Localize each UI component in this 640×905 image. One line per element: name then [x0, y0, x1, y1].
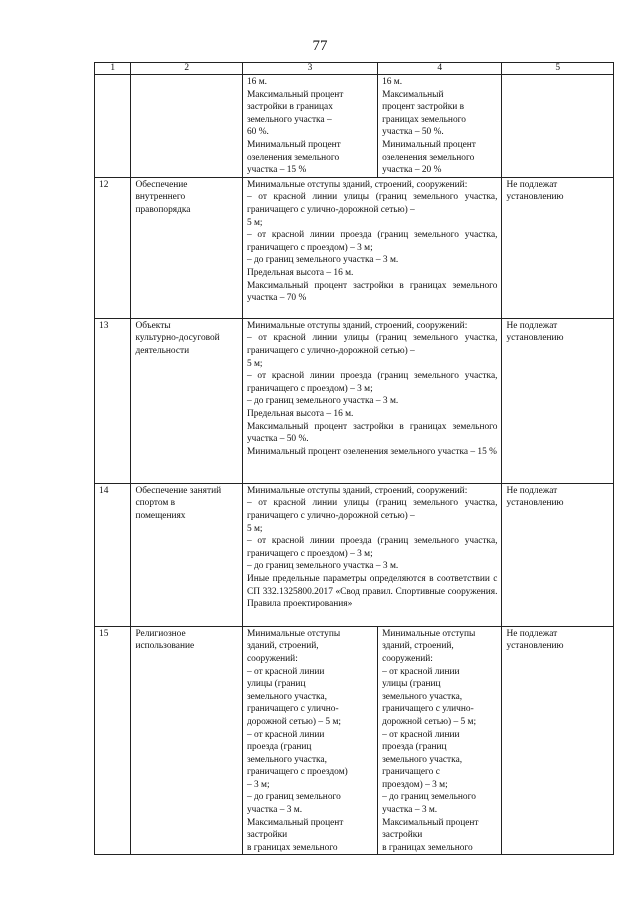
- text-line: Объекты: [135, 320, 171, 331]
- header-cell: 4: [378, 63, 502, 75]
- row-number: 14: [95, 483, 131, 626]
- text-line: Предельная высота – 16 м.: [246, 267, 354, 278]
- header-cell: 2: [131, 63, 243, 75]
- text-line: Религиозное: [135, 628, 186, 639]
- text-line: Не подлежат: [506, 485, 558, 496]
- text-line: Обеспечение: [135, 179, 188, 190]
- text-line: правопорядка: [135, 204, 191, 215]
- text-line: – от красной линии: [382, 729, 460, 740]
- text-line: – до границ земельного: [246, 792, 341, 803]
- text-line: Минимальный процент озеленения земельного участка – 15 %: [246, 446, 497, 457]
- text-line: – до границ земельного участка – 3 м.: [246, 255, 399, 266]
- table-row: [95, 483, 614, 626]
- parameters-cell-col3: [242, 626, 377, 855]
- text-line: земельного участка –: [246, 114, 332, 125]
- land-use-name-cell: [131, 177, 243, 318]
- parameters-cell-col4: [378, 75, 502, 178]
- text-line: 5 м;: [246, 358, 263, 369]
- text-line: в границах земельного: [246, 842, 338, 853]
- text-line: сооружений:: [382, 653, 433, 664]
- text-line: Обеспечение занятий: [135, 485, 222, 496]
- parameters-cell: [242, 177, 501, 318]
- text-line: Предельная высота – 16 м.: [246, 408, 354, 419]
- text-line: застройки в границах: [246, 102, 333, 113]
- text-line: – от красной линии улицы (границ земельного участка, граничащего с улично-дорожной сетью) –: [246, 498, 498, 521]
- text-line: участка – 50 %.: [382, 127, 444, 138]
- text-line: – от красной линии: [382, 666, 460, 677]
- text-line: 16 м.: [246, 77, 267, 87]
- parameters-cell-col3: [242, 75, 377, 178]
- text-line: Максимальный: [382, 89, 444, 100]
- text-line: Минимальные отступы зданий, строений, сооружений:: [246, 179, 468, 190]
- text-line: зданий, строений,: [382, 641, 454, 652]
- text-line: границах земельного: [382, 114, 466, 125]
- table-row: [95, 75, 614, 178]
- text-line: улицы (границ: [382, 679, 441, 690]
- text-line: граничащего с улично-: [246, 704, 339, 715]
- text-line: спортом в: [135, 498, 176, 509]
- notes-cell: [502, 318, 614, 483]
- text-line: участка – 15 %: [246, 165, 307, 176]
- text-line: Минимальные отступы зданий, строений, сооружений:: [246, 320, 468, 331]
- text-line: земельного участка,: [382, 754, 463, 765]
- text-line: зданий, строений,: [246, 641, 319, 652]
- table-row: [95, 626, 614, 855]
- text-line: помещениях: [135, 510, 186, 521]
- text-line: Максимальный процент застройки в границах земельного участка – 50 %.: [246, 421, 498, 445]
- table-header-row: [95, 63, 614, 75]
- text-line: граничащего с: [382, 767, 440, 778]
- header-cell: 3: [242, 63, 377, 75]
- text-line: участка – 3 м.: [246, 805, 303, 816]
- text-line: земельного участка,: [382, 691, 463, 702]
- text-line: – от красной линии проезда (границ земельного участка, граничащего с проездом) – 3 м;: [246, 230, 498, 253]
- text-line: 60 %.: [246, 127, 269, 138]
- text-line: озеленения земельного: [382, 152, 475, 163]
- text-line: – от красной линии: [246, 729, 325, 740]
- land-use-name-cell: [131, 318, 243, 483]
- text-line: участка – 3 м.: [382, 805, 438, 816]
- text-line: сооружений:: [246, 653, 298, 664]
- text-line: 5 м;: [246, 217, 263, 228]
- text-line: Минимальные отступы: [382, 628, 476, 639]
- text-line: Иные предельные параметры определяются в соответствии с СП 332.1325800.2017 «Свод правил. Спортивные сооружения. Правила проектирования»: [246, 573, 498, 610]
- text-line: – до границ земельного участка – 3 м.: [246, 396, 399, 407]
- text-line: Не подлежат: [506, 628, 558, 639]
- text-line: – от красной линии улицы (границ земельного участка, граничащего с улично-дорожной сетью) –: [246, 192, 498, 215]
- text-line: деятельности: [135, 345, 190, 356]
- notes-cell: [502, 483, 614, 626]
- row-number: 13: [95, 318, 131, 483]
- text-line: 5 м;: [246, 523, 263, 534]
- text-line: – от красной линии проезда (границ земельного участка, граничащего с проездом) – 3 м;: [246, 371, 498, 394]
- text-line: установлению: [506, 333, 564, 344]
- land-use-name-cell: [131, 626, 243, 855]
- text-line: – от красной линии: [246, 666, 325, 677]
- text-line: – от красной линии проезда (границ земельного участка, граничащего с проездом) – 3 м;: [246, 536, 498, 559]
- text-line: Максимальный процент: [246, 89, 344, 100]
- text-line: озеленения земельного: [246, 152, 340, 163]
- text-line: участка – 20 %: [382, 165, 442, 176]
- text-line: 16 м.: [382, 77, 403, 87]
- text-line: земельного участка,: [246, 691, 327, 702]
- text-line: – от красной линии улицы (границ земельного участка, граничащего с улично-дорожной сетью) –: [246, 333, 498, 356]
- text-line: проездом) – 3 м;: [382, 779, 448, 790]
- table-row: [95, 177, 614, 318]
- text-line: процент застройки в: [382, 102, 465, 113]
- text-line: установлению: [506, 498, 564, 509]
- text-line: земельного участка,: [246, 754, 327, 765]
- text-line: в границах земельного: [382, 842, 473, 853]
- text-line: Минимальные отступы: [246, 628, 341, 639]
- row-number: [95, 75, 131, 178]
- header-cell: 5: [502, 63, 614, 75]
- text-line: Максимальный процент: [246, 817, 344, 828]
- text-line: – 3 м;: [246, 779, 270, 790]
- text-line: Минимальный процент: [382, 139, 476, 150]
- text-line: Минимальные отступы зданий, строений, сооружений:: [246, 485, 468, 496]
- notes-cell: [502, 626, 614, 855]
- text-line: проезда (границ: [246, 742, 312, 753]
- text-line: застройки: [382, 830, 423, 841]
- land-use-name-cell: [131, 75, 243, 178]
- text-line: – до границ земельного участка – 3 м.: [246, 561, 399, 572]
- text-line: культурно-досуговой: [135, 333, 220, 344]
- land-use-name-cell: [131, 483, 243, 626]
- text-line: застройки: [246, 830, 288, 841]
- text-line: дорожной сетью) – 5 м;: [246, 716, 341, 727]
- text-line: использование: [135, 641, 195, 652]
- text-line: граничащего с проездом): [246, 767, 348, 778]
- text-line: внутреннего: [135, 192, 186, 203]
- text-line: установлению: [506, 192, 564, 203]
- text-line: проезда (границ: [382, 742, 447, 753]
- parameters-cell: [242, 483, 501, 626]
- row-number: 15: [95, 626, 131, 855]
- header-cell: 1: [95, 63, 131, 75]
- row-number: 12: [95, 177, 131, 318]
- text-line: Минимальный процент: [246, 139, 341, 150]
- text-line: Максимальный процент застройки в границах земельного участка – 70 %: [246, 280, 498, 304]
- text-line: граничащего с улично-: [382, 704, 474, 715]
- text-line: улицы (границ: [246, 679, 306, 690]
- parameters-cell-col4: [378, 626, 502, 855]
- text-line: установлению: [506, 641, 564, 652]
- parameters-cell: [242, 318, 501, 483]
- table-row: [95, 318, 614, 483]
- notes-cell: [502, 177, 614, 318]
- text-line: дорожной сетью) – 5 м;: [382, 716, 477, 727]
- text-line: Не подлежат: [506, 179, 558, 190]
- text-line: Максимальный процент: [382, 817, 479, 828]
- regulations-table: [94, 62, 614, 855]
- notes-cell: [502, 75, 614, 178]
- page-number: 77: [312, 38, 328, 54]
- text-line: Не подлежат: [506, 320, 558, 331]
- text-line: – до границ земельного: [382, 792, 476, 803]
